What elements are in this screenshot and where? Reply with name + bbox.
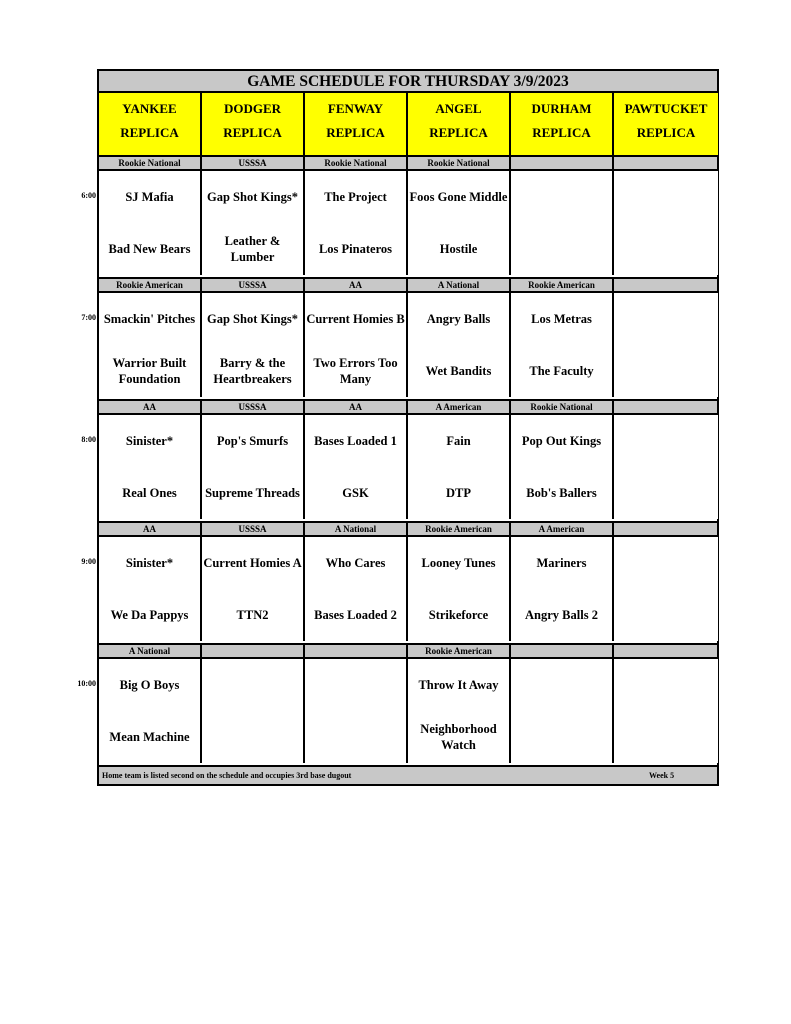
home-team: TTN2: [236, 608, 269, 622]
home-team: DTP: [446, 486, 471, 500]
league-label: A American: [408, 401, 511, 413]
league-label: AA: [305, 279, 408, 291]
game-cell: [511, 171, 614, 275]
field-name: ANGEL: [435, 101, 482, 116]
league-label: USSSA: [202, 401, 305, 413]
game-cell: [202, 659, 305, 763]
game-cell: [202, 415, 305, 519]
schedule-footer: [99, 765, 717, 784]
league-label: [305, 645, 408, 657]
away-team: Big O Boys: [119, 678, 180, 692]
away-team: Looney Tunes: [421, 556, 496, 570]
away-team: Gap Shot Kings*: [206, 190, 298, 204]
field-subname: REPLICA: [429, 125, 488, 140]
field-name: FENWAY: [327, 101, 384, 116]
field-subname: REPLICA: [326, 125, 385, 140]
league-label: Rookie National: [99, 157, 202, 169]
league-label: Rookie National: [408, 157, 511, 169]
away-team: Pop's Smurfs: [216, 434, 289, 448]
home-team: [511, 713, 612, 761]
away-team: [614, 539, 718, 587]
game-cell: [408, 659, 511, 763]
footer-note: Home team is listed second on the schedule and occupies 3rd base dugout: [102, 771, 352, 780]
field-name: YANKEE: [122, 101, 177, 116]
game-cell: [202, 293, 305, 397]
home-team: Neighborhood Watch: [420, 722, 497, 752]
league-label: A National: [99, 645, 202, 657]
game-cell: [305, 537, 408, 641]
home-team: Leather & Lumber: [224, 234, 281, 264]
home-team: Barry & the Heartbreakers: [213, 356, 292, 386]
away-team: [511, 661, 612, 709]
league-label: A National: [305, 523, 408, 535]
field-header-angel: [408, 93, 511, 155]
league-label: Rookie American: [99, 279, 202, 291]
schedule-table: [97, 69, 719, 786]
league-label: Rookie American: [408, 523, 511, 535]
home-team: [511, 225, 612, 273]
home-team: Hostile: [439, 242, 478, 256]
league-label: AA: [305, 401, 408, 413]
home-team: Bad New Bears: [108, 242, 191, 256]
away-team: [305, 661, 406, 709]
away-team: Gap Shot Kings*: [206, 312, 298, 326]
league-label: A American: [511, 523, 614, 535]
field-name: DURHAM: [531, 101, 592, 116]
league-label: Rookie National: [305, 157, 408, 169]
league-label: [202, 645, 305, 657]
game-cell: [614, 415, 718, 519]
away-team: Current Homies B: [306, 312, 405, 326]
league-label: USSSA: [202, 279, 305, 291]
league-label: Rookie American: [511, 279, 614, 291]
home-team: [614, 469, 718, 517]
game-cell: [511, 537, 614, 641]
away-team: Foos Gone Middle: [409, 190, 508, 204]
league-label: Rookie American: [408, 645, 511, 657]
home-team: Wet Bandits: [425, 364, 492, 378]
home-team: We Da Pappys: [110, 608, 189, 622]
league-row: [99, 521, 717, 537]
away-team: Current Homies A: [203, 556, 302, 570]
away-team: Who Cares: [325, 556, 386, 570]
away-team: Mariners: [536, 556, 587, 570]
away-team: Throw It Away: [418, 678, 499, 692]
field-subname: REPLICA: [223, 125, 282, 140]
league-row: [99, 399, 717, 415]
game-cell: [305, 415, 408, 519]
home-team: [614, 591, 718, 639]
game-cell: [99, 659, 202, 763]
field-header-dodger: [202, 93, 305, 155]
league-label: USSSA: [202, 157, 305, 169]
home-team: Bases Loaded 2: [314, 608, 397, 622]
home-team: Bob's Ballers: [526, 486, 597, 500]
schedule-title: GAME SCHEDULE FOR THURSDAY 3/9/2023: [99, 71, 717, 93]
home-team: Real Ones: [122, 486, 177, 500]
home-team: Los Pinateros: [318, 242, 393, 256]
game-cell: [614, 171, 718, 275]
away-team: Pop Out Kings: [521, 434, 602, 448]
field-name: PAWTUCKET: [624, 101, 708, 116]
game-cell: [202, 537, 305, 641]
game-cell: [614, 659, 718, 763]
week-label: Week 5: [649, 771, 675, 780]
game-cell: [99, 171, 202, 275]
time-label: 6:00: [81, 191, 96, 200]
game-cell: [511, 659, 614, 763]
field-subname: REPLICA: [636, 125, 696, 140]
away-team: [614, 417, 718, 465]
away-team: Smackin' Pitches: [103, 312, 196, 326]
home-team: Angry Balls 2: [525, 608, 598, 622]
away-team: Fain: [446, 434, 471, 448]
league-row: [99, 643, 717, 659]
home-team: [305, 713, 406, 761]
away-team: Angry Balls: [426, 312, 491, 326]
field-header-pawtucket: [614, 93, 718, 155]
league-label: [511, 157, 614, 169]
field-header-yankee: [99, 93, 202, 155]
time-label: 7:00: [81, 313, 96, 322]
time-label: 10:00: [77, 679, 96, 688]
game-cell: [614, 537, 718, 641]
league-label: Rookie National: [511, 401, 614, 413]
game-cell: [408, 537, 511, 641]
league-row: [99, 155, 717, 171]
game-cell: [305, 293, 408, 397]
field-header-durham: [511, 93, 614, 155]
away-team: Bases Loaded 1: [314, 434, 397, 448]
home-team: [614, 225, 718, 273]
game-cell: [305, 659, 408, 763]
league-label: [511, 645, 614, 657]
away-team: Los Metras: [531, 312, 592, 326]
field-subname: REPLICA: [532, 125, 591, 140]
home-team: Supreme Threads: [205, 486, 300, 500]
league-label: [614, 523, 718, 535]
league-label: USSSA: [202, 523, 305, 535]
time-label: 9:00: [81, 557, 96, 566]
away-team: [614, 173, 718, 221]
home-team: Warrior Built Foundation: [112, 356, 187, 386]
league-label: [614, 645, 718, 657]
league-label: A National: [408, 279, 511, 291]
home-team: [202, 713, 303, 761]
game-cell: [408, 171, 511, 275]
league-label: [614, 157, 718, 169]
home-team: Strikeforce: [428, 608, 489, 622]
game-cell: [408, 293, 511, 397]
away-team: Sinister*: [125, 434, 174, 448]
field-header-fenway: [305, 93, 408, 155]
game-cell: [99, 537, 202, 641]
field-name: DODGER: [223, 101, 282, 116]
game-cell: [511, 415, 614, 519]
away-team: [614, 661, 718, 709]
time-label: 8:00: [81, 435, 96, 444]
away-team: [614, 295, 718, 343]
field-subname: REPLICA: [120, 125, 179, 140]
game-cell: [408, 415, 511, 519]
league-label: [614, 279, 718, 291]
away-team: [202, 661, 303, 709]
home-team: GSK: [342, 486, 369, 500]
game-cell: [614, 293, 718, 397]
game-cell: [99, 415, 202, 519]
away-team: Sinister*: [125, 556, 174, 570]
home-team: [614, 347, 718, 395]
away-team: The Project: [324, 190, 387, 204]
league-label: AA: [99, 401, 202, 413]
game-cell: [202, 171, 305, 275]
home-team: [614, 713, 718, 761]
home-team: Two Errors Too Many: [313, 356, 398, 386]
home-team: The Faculty: [529, 364, 594, 378]
home-team: Mean Machine: [109, 730, 190, 744]
game-cell: [99, 293, 202, 397]
league-label: AA: [99, 523, 202, 535]
game-cell: [305, 171, 408, 275]
league-label: [614, 401, 718, 413]
league-row: [99, 277, 717, 293]
game-cell: [511, 293, 614, 397]
away-team: SJ Mafia: [125, 190, 174, 204]
away-team: [511, 173, 612, 221]
